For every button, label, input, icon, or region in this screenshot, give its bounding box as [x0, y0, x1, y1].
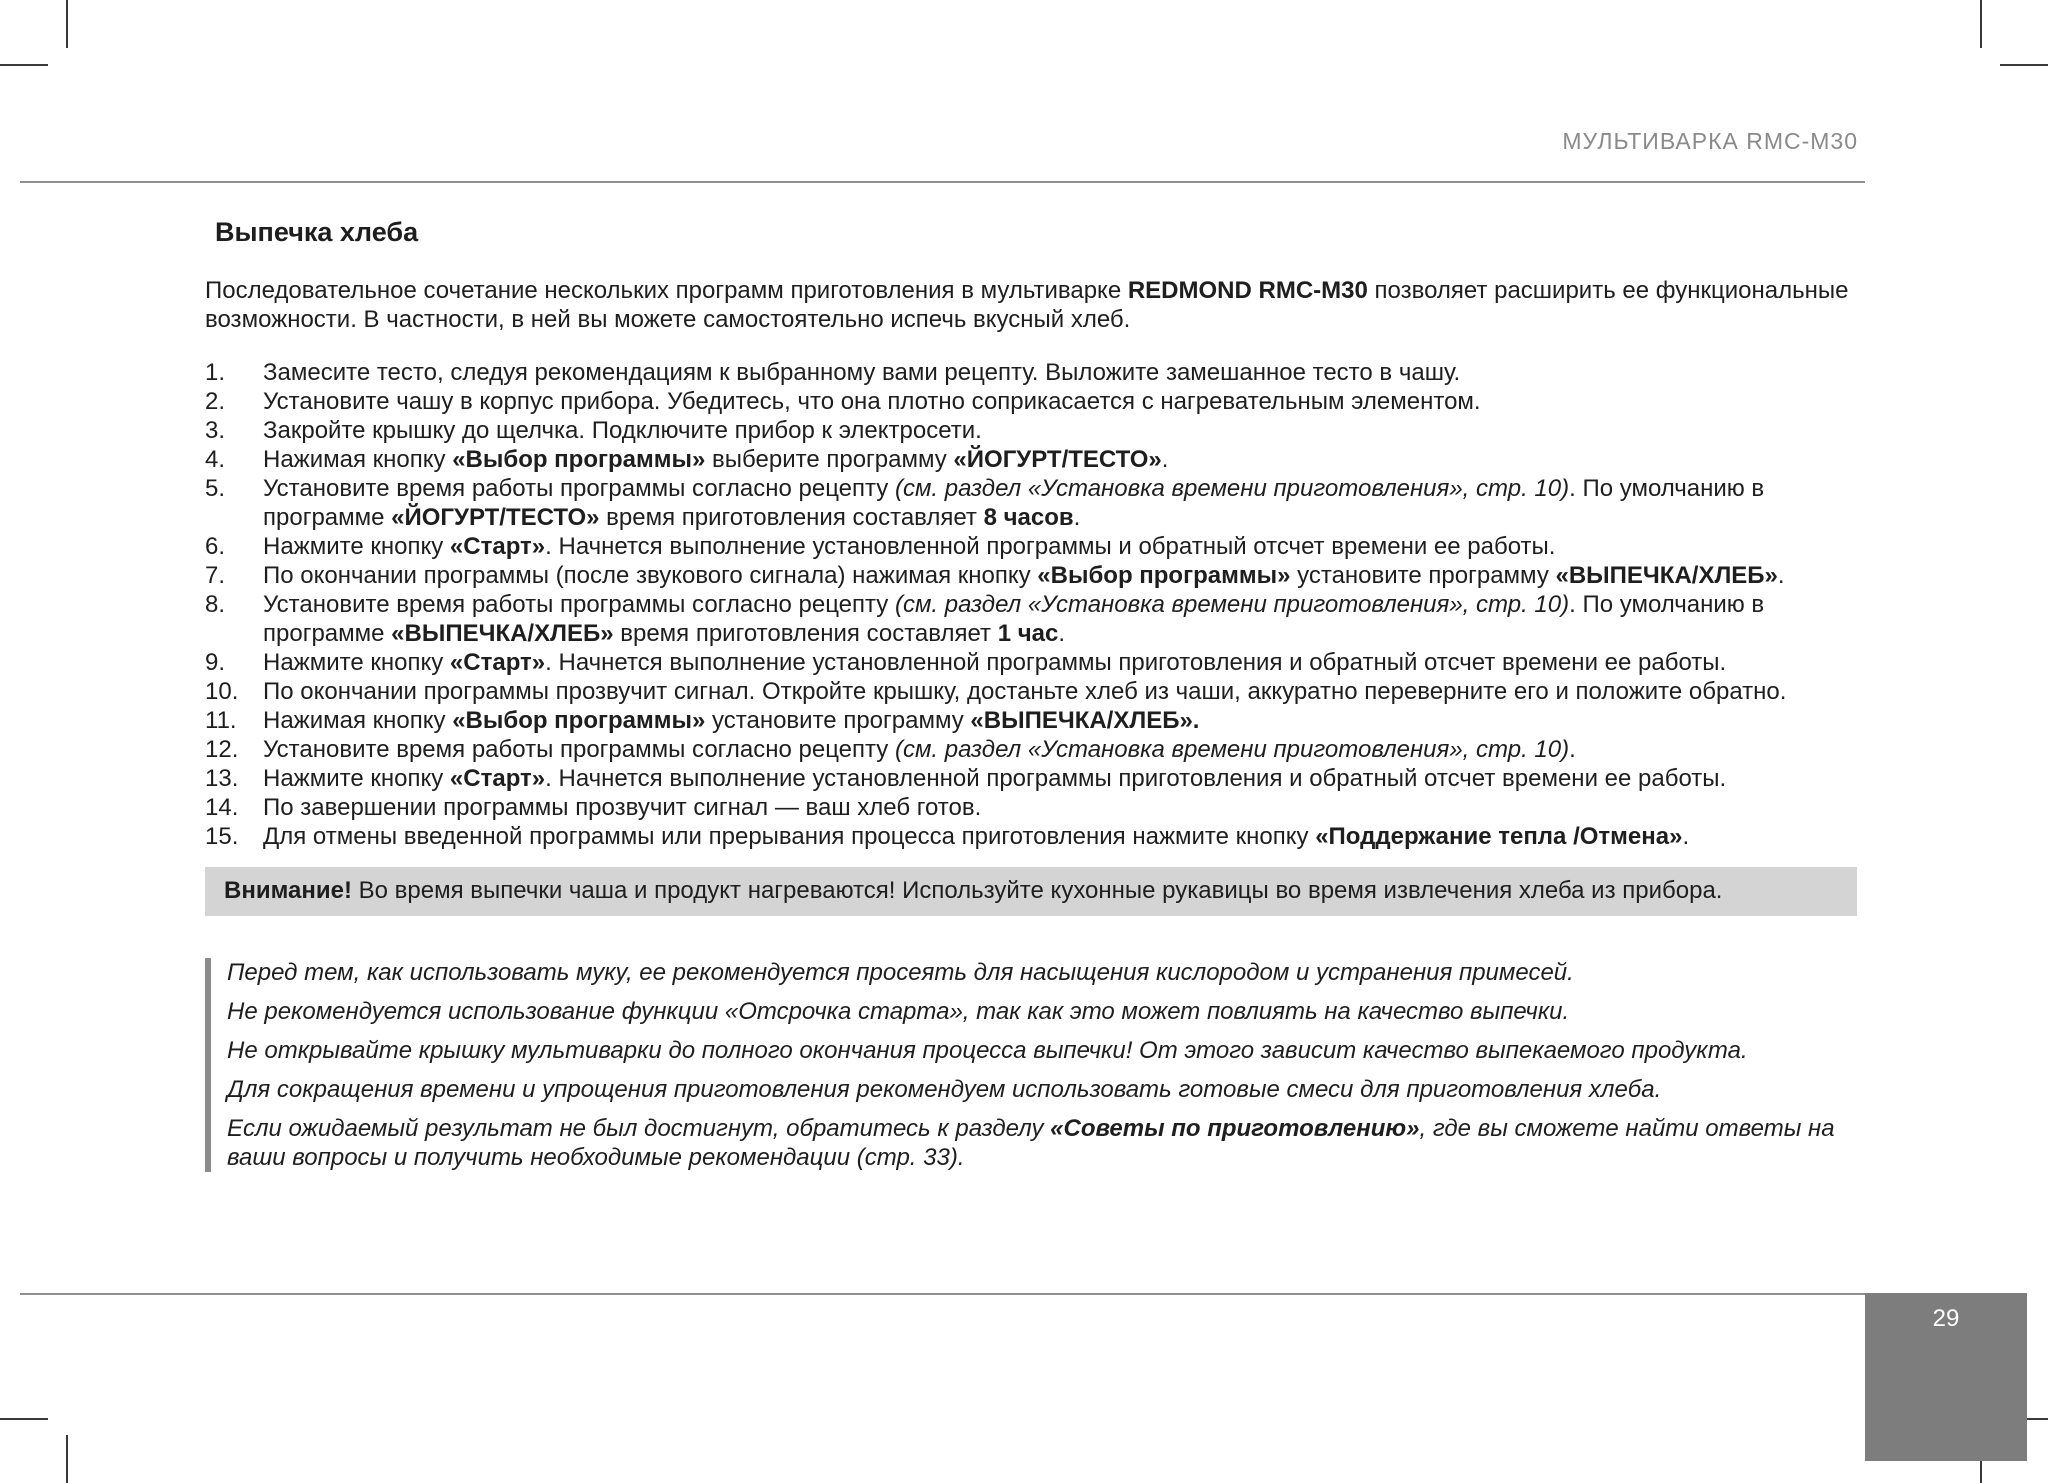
bold-text: «ВЫПЕЧКА/ХЛЕБ». — [970, 707, 1200, 734]
list-item — [205, 416, 1857, 445]
text-run: Установите время работы программы согласно рецепту — [263, 736, 895, 763]
list-item — [205, 590, 1857, 648]
text-run: По окончании программы прозвучит сигнал. Откройте крышку, достаньте хлеб из чаши, аккуратно переверните его и положите обратно. — [263, 678, 1787, 705]
page-number-tab — [1865, 1293, 2027, 1461]
bold-text: «ЙОГУРТ/ТЕСТО» — [953, 446, 1162, 473]
text-run: По окончании программы (после звукового сигнала) нажимая кнопку — [263, 562, 1038, 589]
text-run: . — [1569, 736, 1576, 763]
bold-text: «ВЫПЕЧКА/ХЛЕБ» — [391, 620, 614, 647]
text-run: Нажимая кнопку — [263, 446, 453, 473]
step-number: 9. — [205, 649, 226, 676]
crop-mark — [66, 0, 68, 48]
intro-text: позволяет расширить ее функциональные возможности. В частности, в ней вы можете самостоятельно испечь вкусный хлеб. — [205, 277, 1849, 333]
crop-mark — [2000, 64, 2048, 66]
bold-text: «Поддержание тепла /Отмена» — [1315, 823, 1683, 850]
text-run: Нажмите кнопку — [263, 765, 450, 792]
bold-text: «Старт» — [449, 649, 546, 676]
step-number: 13. — [205, 765, 239, 792]
step-number: 11. — [205, 707, 237, 734]
text-run: . По умолчанию в программе — [263, 475, 1765, 531]
running-header: МУЛЬТИВАРКА RMC-M30 — [1562, 128, 1858, 154]
step-number: 8. — [205, 591, 226, 618]
warning-box — [205, 867, 1857, 916]
text-run: выберите программу — [705, 446, 954, 473]
bold-text: 1 час — [997, 620, 1059, 647]
text-run: время приготовления составляет — [613, 620, 998, 647]
list-item — [205, 474, 1857, 532]
bold-text: 8 часов — [983, 504, 1074, 531]
page-content — [205, 216, 1857, 1172]
instruction-steps — [205, 358, 1857, 851]
note-item — [227, 958, 1857, 987]
text-run: Для сокращения времени и упрощения приготовления рекомендуем использовать готовые смеси для приготовления хлеба. — [227, 1076, 1662, 1103]
crop-mark — [0, 1418, 48, 1420]
bold-text: «ВЫПЕЧКА/ХЛЕБ» — [1555, 562, 1778, 589]
text-run: . — [1777, 562, 1785, 589]
step-number: 7. — [205, 562, 226, 589]
list-item — [205, 706, 1857, 735]
text-run: Для отмены введенной программы или прерывания процесса приготовления нажмите кнопку — [263, 823, 1316, 850]
crop-mark — [66, 1435, 68, 1483]
text-run: Установите время работы программы согласно рецепту — [263, 475, 895, 502]
text-run: По завершении программы прозвучит сигнал — ваш хлеб готов. — [263, 794, 982, 821]
text-run: Закройте крышку до щелчка. Подключите прибор к электросети. — [263, 417, 982, 444]
list-item — [205, 764, 1857, 793]
text-run: Не рекомендуется использование функции «Отсрочка старта», так как это может повлиять на качество выпечки. — [227, 998, 1570, 1025]
page-number: 29 — [1932, 1305, 1960, 1332]
header-divider — [20, 181, 1865, 183]
crop-mark — [1980, 0, 1982, 48]
warning-label: Внимание! — [224, 877, 352, 904]
list-item — [205, 387, 1857, 416]
text-run: Если ожидаемый результат не был достигнут, обратитесь к разделу — [227, 1115, 1051, 1142]
step-number: 6. — [205, 533, 226, 560]
text-run: установите программу — [705, 707, 971, 734]
step-number: 12. — [205, 736, 239, 763]
warning-text: Во время выпечки чаша и продукт нагреваются! Используйте кухонные рукавицы во время извлечения хлеба из прибора. — [351, 877, 1723, 904]
reference-text: (см. раздел «Установка времени приготовления», стр. 10) — [894, 736, 1570, 763]
text-run: Установите время работы программы согласно рецепту — [263, 591, 895, 618]
crop-mark — [0, 64, 48, 66]
step-number: 15. — [205, 823, 239, 850]
list-item — [205, 445, 1857, 474]
text-run: . — [1073, 504, 1081, 531]
brand-name: REDMOND RMC-M30 — [1127, 277, 1368, 304]
bold-text: «Советы по приготовлению» — [1050, 1115, 1420, 1142]
list-item — [205, 561, 1857, 590]
step-number: 3. — [205, 417, 226, 444]
text-run: Установите чашу в корпус прибора. Убедитесь, что она плотно соприкасается с нагревательным элементом. — [263, 388, 1481, 415]
text-run: . Начнется выполнение установленной программы приготовления и обратный отсчет времени ее работы. — [545, 765, 1727, 792]
text-run: . По умолчанию в программе — [263, 591, 1765, 647]
text-run: . Начнется выполнение установленной программы и обратный отсчет времени ее работы. — [545, 533, 1556, 560]
text-run: Нажмите кнопку — [263, 649, 450, 676]
bold-text: «Старт» — [449, 533, 546, 560]
reference-text: (см. раздел «Установка времени приготовления», стр. 10) — [894, 591, 1570, 618]
step-number: 2. — [205, 388, 226, 415]
intro-paragraph — [205, 276, 1857, 334]
step-number: 4. — [205, 446, 226, 473]
text-run: Не открывайте крышку мультиварки до полного окончания процесса выпечки! От этого зависит качество выпекаемого продукта. — [227, 1037, 1748, 1064]
bold-text: «Выбор программы» — [1037, 562, 1291, 589]
step-number: 5. — [205, 475, 226, 502]
note-item — [227, 1075, 1857, 1104]
intro-text: Последовательное сочетание нескольких программ приготовления в мультиварке — [205, 277, 1128, 304]
list-item — [205, 358, 1857, 387]
text-run: установите программу — [1290, 562, 1556, 589]
note-item — [227, 1114, 1857, 1172]
list-item — [205, 532, 1857, 561]
text-run: Нажмите кнопку — [263, 533, 450, 560]
list-item — [205, 735, 1857, 764]
text-run: Перед тем, как использовать муку, ее рекомендуется просеять для насыщения кислородом и устранения примесей. — [227, 959, 1574, 986]
bold-text: «Старт» — [449, 765, 546, 792]
list-item — [205, 822, 1857, 851]
section-title: Выпечка хлеба — [215, 217, 419, 247]
bold-text: «Выбор программы» — [452, 446, 706, 473]
text-run: Нажимая кнопку — [263, 707, 453, 734]
bold-text: «ЙОГУРТ/ТЕСТО» — [391, 504, 600, 531]
reference-text: (см. раздел «Установка времени приготовления», стр. 10) — [894, 475, 1570, 502]
text-run: . — [1161, 446, 1169, 473]
step-number: 10. — [205, 678, 239, 705]
text-run: время приготовления составляет — [599, 504, 984, 531]
text-run: , где вы сможете найти ответы на ваши вопросы и получить необходимые рекомендации (стр. 33). — [227, 1115, 1835, 1171]
bold-text: «Выбор программы» — [452, 707, 706, 734]
text-run: Замесите тесто, следуя рекомендациям к выбранному вами рецепту. Выложите замешанное тесто в чашу. — [263, 359, 1461, 386]
step-number: 1. — [205, 359, 226, 386]
list-item — [205, 793, 1857, 822]
notes-block — [205, 958, 1857, 1172]
list-item — [205, 648, 1857, 677]
text-run: . — [1682, 823, 1690, 850]
footer-divider — [20, 1293, 1865, 1295]
text-run: . — [1058, 620, 1066, 647]
note-item — [227, 997, 1857, 1026]
list-item — [205, 677, 1857, 706]
note-item — [227, 1036, 1857, 1065]
step-number: 14. — [205, 794, 239, 821]
text-run: . Начнется выполнение установленной программы приготовления и обратный отсчет времени ее работы. — [545, 649, 1727, 676]
